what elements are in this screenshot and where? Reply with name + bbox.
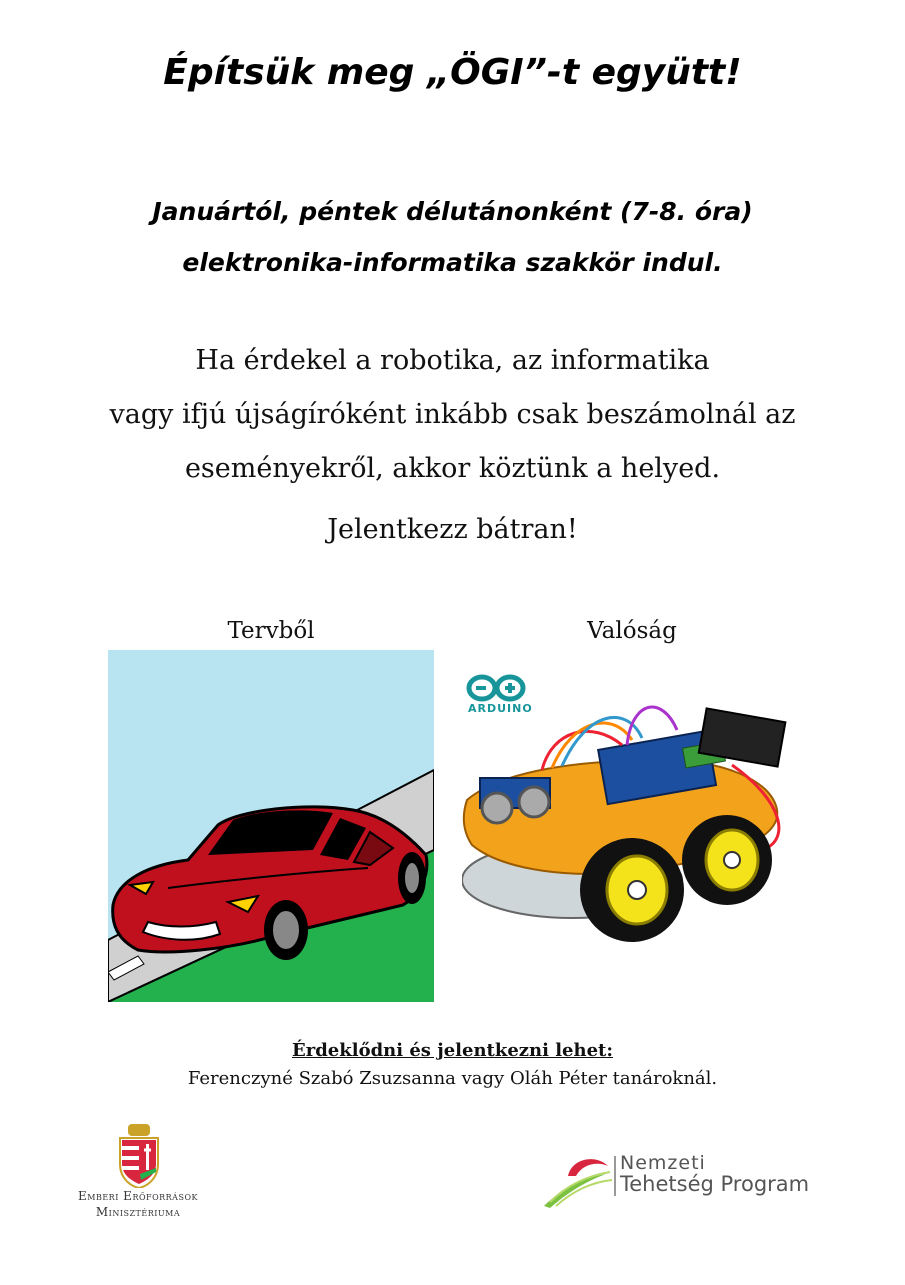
- contact-text: Ferenczyné Szabó Zsuzsanna vagy Oláh Péter tanároknál.: [187, 1068, 718, 1089]
- cartoon-car-image: [108, 650, 434, 1002]
- ntp-divider: [614, 1156, 616, 1196]
- arduino-label: ARDUINO: [468, 702, 533, 715]
- arduino-robot-photo: [462, 650, 802, 950]
- subtitle-line-2: elektronika-informatika szakkör indul.: [182, 248, 723, 277]
- emmi-logo-text: [58, 1188, 218, 1220]
- right-image-caption: Valóság: [587, 618, 677, 644]
- intro-line-1: Ha érdekel a robotika, az informatika: [195, 345, 710, 376]
- call-to-action: Jelentkezz bátran!: [327, 514, 578, 545]
- intro-line-3: eseményekről, akkor köztünk a helyed.: [184, 453, 721, 484]
- left-image-caption: Tervből: [227, 618, 315, 644]
- emmi-line-1: Emberi Erőforrások: [78, 1189, 198, 1203]
- ntp-line-2: Tehetség Program: [620, 1172, 810, 1196]
- intro-line-2: vagy ifjú újságíróként inkább csak beszámolnál az: [109, 399, 796, 430]
- contact-heading: Érdeklődni és jelentkezni lehet:: [292, 1040, 613, 1061]
- intro-paragraph: [0, 334, 905, 496]
- ntp-line-1: Nemzeti: [620, 1152, 706, 1174]
- page-title: Építsük meg „ÖGI”-t együtt!: [163, 52, 742, 93]
- emmi-line-2: Minisztériuma: [95, 1205, 181, 1219]
- ntp-logo-icon: [540, 1152, 615, 1210]
- hungarian-coat-of-arms-icon: [116, 1124, 162, 1188]
- subtitle: [0, 186, 905, 288]
- subtitle-line-1: Januártól, péntek délutánonként (7-8. óra): [152, 197, 753, 226]
